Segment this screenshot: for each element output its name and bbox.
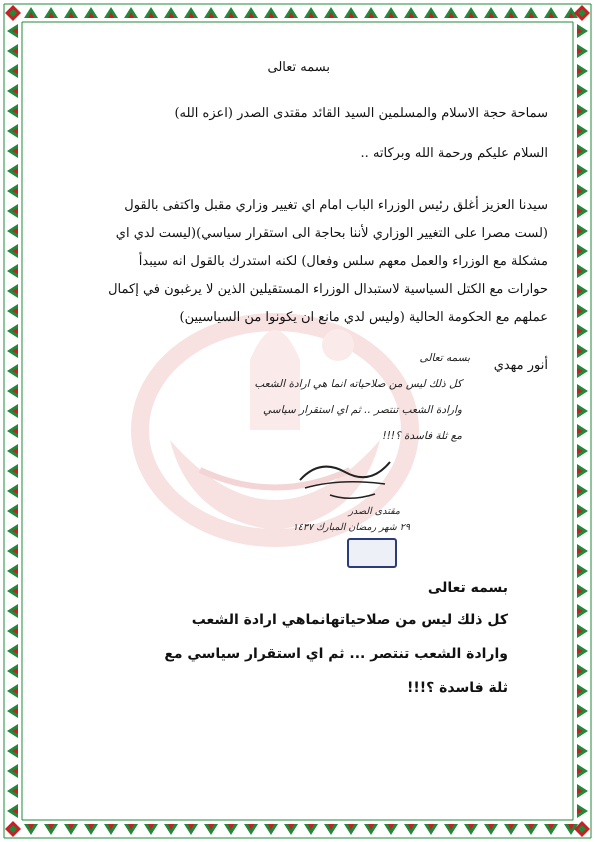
transcription-line: ثلة فاسدة ؟!!! xyxy=(406,680,508,696)
letter-signature-name: أنور مهدي xyxy=(493,358,548,373)
transcription-line: وارادة الشعب تنتصر ... ثم اي استقرار سياسي مع xyxy=(164,646,508,662)
letter-body-line: حوارات مع الكتل السياسية لاستبدال الوزراء المستقيلين الذين لا يرغبون في إكمال xyxy=(108,282,548,297)
seal-stamp xyxy=(347,538,397,568)
letter-body-line: مشكلة مع الوزراء والعمل معهم سلس وفعال) لكنه استدرك بالقول انه سيبدأ xyxy=(138,254,548,269)
handwritten-line: بسمه تعالى xyxy=(419,352,470,364)
signature-scribble xyxy=(290,450,400,505)
transcription-line: بسمه تعالى xyxy=(427,580,508,596)
letter-body-line: (لست مصرا على التغيير الوزاري لأننا بحاجة الى استقرار سياسي)(ليست لدي اي xyxy=(115,226,548,241)
letter-body-line: سيدنا العزيز أغلق رئيس الوزراء الباب امام اي تغيير وزاري مقبل واكتفى بالقول xyxy=(124,198,548,213)
handwritten-line: كل ذلك ليس من صلاحياته انما هي ارادة الشعب xyxy=(254,378,462,390)
letter-body-line: عملهم مع الحكومة الحالية (وليس لدي مانع ان يكونوا من السياسيين) xyxy=(179,310,548,325)
letter-addressee: سماحة حجة الاسلام والمسلمين السيد القائد مقتدى الصدر (اعزه الله) xyxy=(174,106,548,121)
letter-basmala: بسمه تعالى xyxy=(267,60,330,75)
handwritten-signer: مقتدى الصدر xyxy=(348,506,400,517)
transcription-line: كل ذلك ليس من صلاحياتهانماهي ارادة الشعب xyxy=(191,612,508,628)
handwritten-date: ٢٩ شهر رمضان المبارك ١٤٣٧ xyxy=(292,522,410,533)
handwritten-line: وارادة الشعب تنتصر .. ثم اي استقرار سياسي xyxy=(263,404,462,416)
handwritten-line: مع ثلة فاسدة ؟!!! xyxy=(382,430,462,442)
letter-greeting: السلام عليكم ورحمة الله وبركاته .. xyxy=(360,146,548,161)
